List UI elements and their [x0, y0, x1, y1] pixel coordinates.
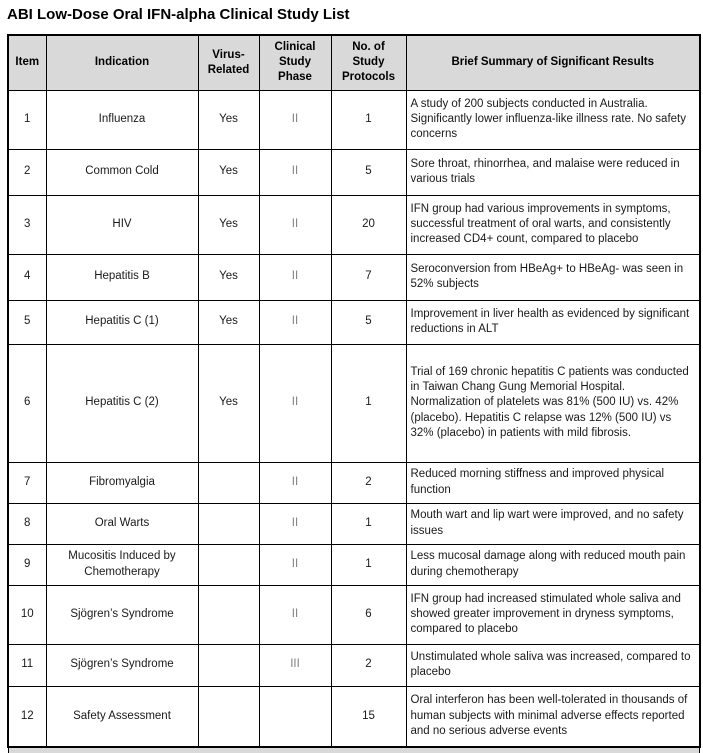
cell-summary: Less mucosal damage along with reduced mouth pain during chemotherapy: [406, 544, 700, 585]
table-row: [8, 644, 700, 686]
column-header-virus-related: Virus-Related: [198, 35, 259, 90]
cell-virus-related: [198, 644, 259, 686]
cell-indication: Fibromyalgia: [46, 462, 198, 503]
clinical-study-table: [7, 34, 701, 748]
cell-virus-related: [198, 585, 259, 644]
cell-item: 3: [8, 195, 46, 254]
cell-item: 6: [8, 344, 46, 462]
column-header-clinical-study-phase: Clinical Study Phase: [259, 35, 331, 90]
cell-phase: II: [259, 462, 331, 503]
table-row: [8, 344, 700, 462]
cell-summary: A study of 200 subjects conducted in Australia. Significantly lower influenza-like illness rate. No safety concerns: [406, 90, 700, 149]
cell-item: 5: [8, 300, 46, 344]
column-header-indication: Indication: [46, 35, 198, 90]
cell-summary: Sore throat, rhinorrhea, and malaise were reduced in various trials: [406, 149, 700, 195]
cell-item: 12: [8, 686, 46, 747]
cell-phase: II: [259, 544, 331, 585]
cell-indication: HIV: [46, 195, 198, 254]
cell-item: 10: [8, 585, 46, 644]
cell-item: 1: [8, 90, 46, 149]
cell-phase: [259, 686, 331, 747]
cell-indication: Common Cold: [46, 149, 198, 195]
cell-indication: Hepatitis C (1): [46, 300, 198, 344]
cell-phase: II: [259, 149, 331, 195]
column-header-item: Item: [8, 35, 46, 90]
cell-phase: II: [259, 585, 331, 644]
cell-phase: II: [259, 90, 331, 149]
cell-virus-related: [198, 462, 259, 503]
cell-item: 11: [8, 644, 46, 686]
cell-phase: III: [259, 644, 331, 686]
table-row: [8, 195, 700, 254]
cell-phase: II: [259, 195, 331, 254]
cell-virus-related: Yes: [198, 300, 259, 344]
cell-phase: II: [259, 300, 331, 344]
cell-protocols: 1: [331, 90, 406, 149]
cell-summary: IFN group had various improvements in symptoms, successful treatment of oral warts, and consistently increased CD4+ count, compared to placebo: [406, 195, 700, 254]
cell-summary: Unstimulated whole saliva was increased, compared to placebo: [406, 644, 700, 686]
cell-indication: Hepatitis B: [46, 254, 198, 300]
cell-phase: II: [259, 344, 331, 462]
cell-summary: Reduced morning stiffness and improved physical function: [406, 462, 700, 503]
cell-indication: Influenza: [46, 90, 198, 149]
cell-protocols: 1: [331, 344, 406, 462]
cell-virus-related: Yes: [198, 254, 259, 300]
cell-summary: Oral interferon has been well-tolerated in thousands of human subjects with minimal adverse effects reported and no serious adverse events: [406, 686, 700, 747]
cell-protocols: 2: [331, 644, 406, 686]
table-row: [8, 300, 700, 344]
cell-indication: Oral Warts: [46, 503, 198, 544]
cell-indication: Sjögren’s Syndrome: [46, 585, 198, 644]
cell-summary: Mouth wart and lip wart were improved, and no safety issues: [406, 503, 700, 544]
table-row: [8, 254, 700, 300]
cell-summary: Trial of 169 chronic hepatitis C patients was conducted in Taiwan Chang Gung Memorial Hospital. Normalization of platelets was 81% (500 IU) vs. 42% (placebo). Hepatitis C relapse was 12% (500 IU) vs 32% (placebo) in patients with mild fibrosis.: [406, 344, 700, 462]
cell-item: 7: [8, 462, 46, 503]
table-row: [8, 462, 700, 503]
cell-protocols: 2: [331, 462, 406, 503]
cell-summary: Seroconversion from HBeAg+ to HBeAg- was seen in 52% subjects: [406, 254, 700, 300]
cell-indication: Hepatitis C (2): [46, 344, 198, 462]
cell-virus-related: [198, 686, 259, 747]
cell-summary: IFN group had increased stimulated whole saliva and showed greater improvement in dryness symptoms, compared to placebo: [406, 585, 700, 644]
cell-virus-related: Yes: [198, 90, 259, 149]
cell-indication: Safety Assessment: [46, 686, 198, 747]
table-row: [8, 90, 700, 149]
cell-protocols: 5: [331, 149, 406, 195]
table-row: [8, 544, 700, 585]
cell-summary: Improvement in liver health as evidenced by significant reductions in ALT: [406, 300, 700, 344]
cutoff-next-row-strip: [8, 748, 700, 753]
column-header-brief-summary: Brief Summary of Significant Results: [406, 35, 700, 90]
cell-item: 9: [8, 544, 46, 585]
cell-protocols: 15: [331, 686, 406, 747]
cell-item: 4: [8, 254, 46, 300]
cell-item: 2: [8, 149, 46, 195]
cell-protocols: 7: [331, 254, 406, 300]
header-row: [8, 35, 700, 90]
cell-indication: Sjögren’s Syndrome: [46, 644, 198, 686]
cell-virus-related: Yes: [198, 195, 259, 254]
cell-virus-related: [198, 503, 259, 544]
cell-protocols: 1: [331, 503, 406, 544]
cell-phase: II: [259, 503, 331, 544]
table-row: [8, 503, 700, 544]
cell-protocols: 6: [331, 585, 406, 644]
table-row: [8, 686, 700, 747]
cell-protocols: 20: [331, 195, 406, 254]
column-header-no-of-study-protocols: No. of Study Protocols: [331, 35, 406, 90]
cell-virus-related: [198, 544, 259, 585]
cell-protocols: 5: [331, 300, 406, 344]
cell-indication: Mucositis Induced by Chemotherapy: [46, 544, 198, 585]
page-title: ABI Low-Dose Oral IFN-alpha Clinical Study List: [7, 6, 350, 23]
table-row: [8, 149, 700, 195]
table-row: [8, 585, 700, 644]
cell-virus-related: Yes: [198, 344, 259, 462]
cell-virus-related: Yes: [198, 149, 259, 195]
cell-protocols: 1: [331, 544, 406, 585]
cell-phase: II: [259, 254, 331, 300]
cell-item: 8: [8, 503, 46, 544]
